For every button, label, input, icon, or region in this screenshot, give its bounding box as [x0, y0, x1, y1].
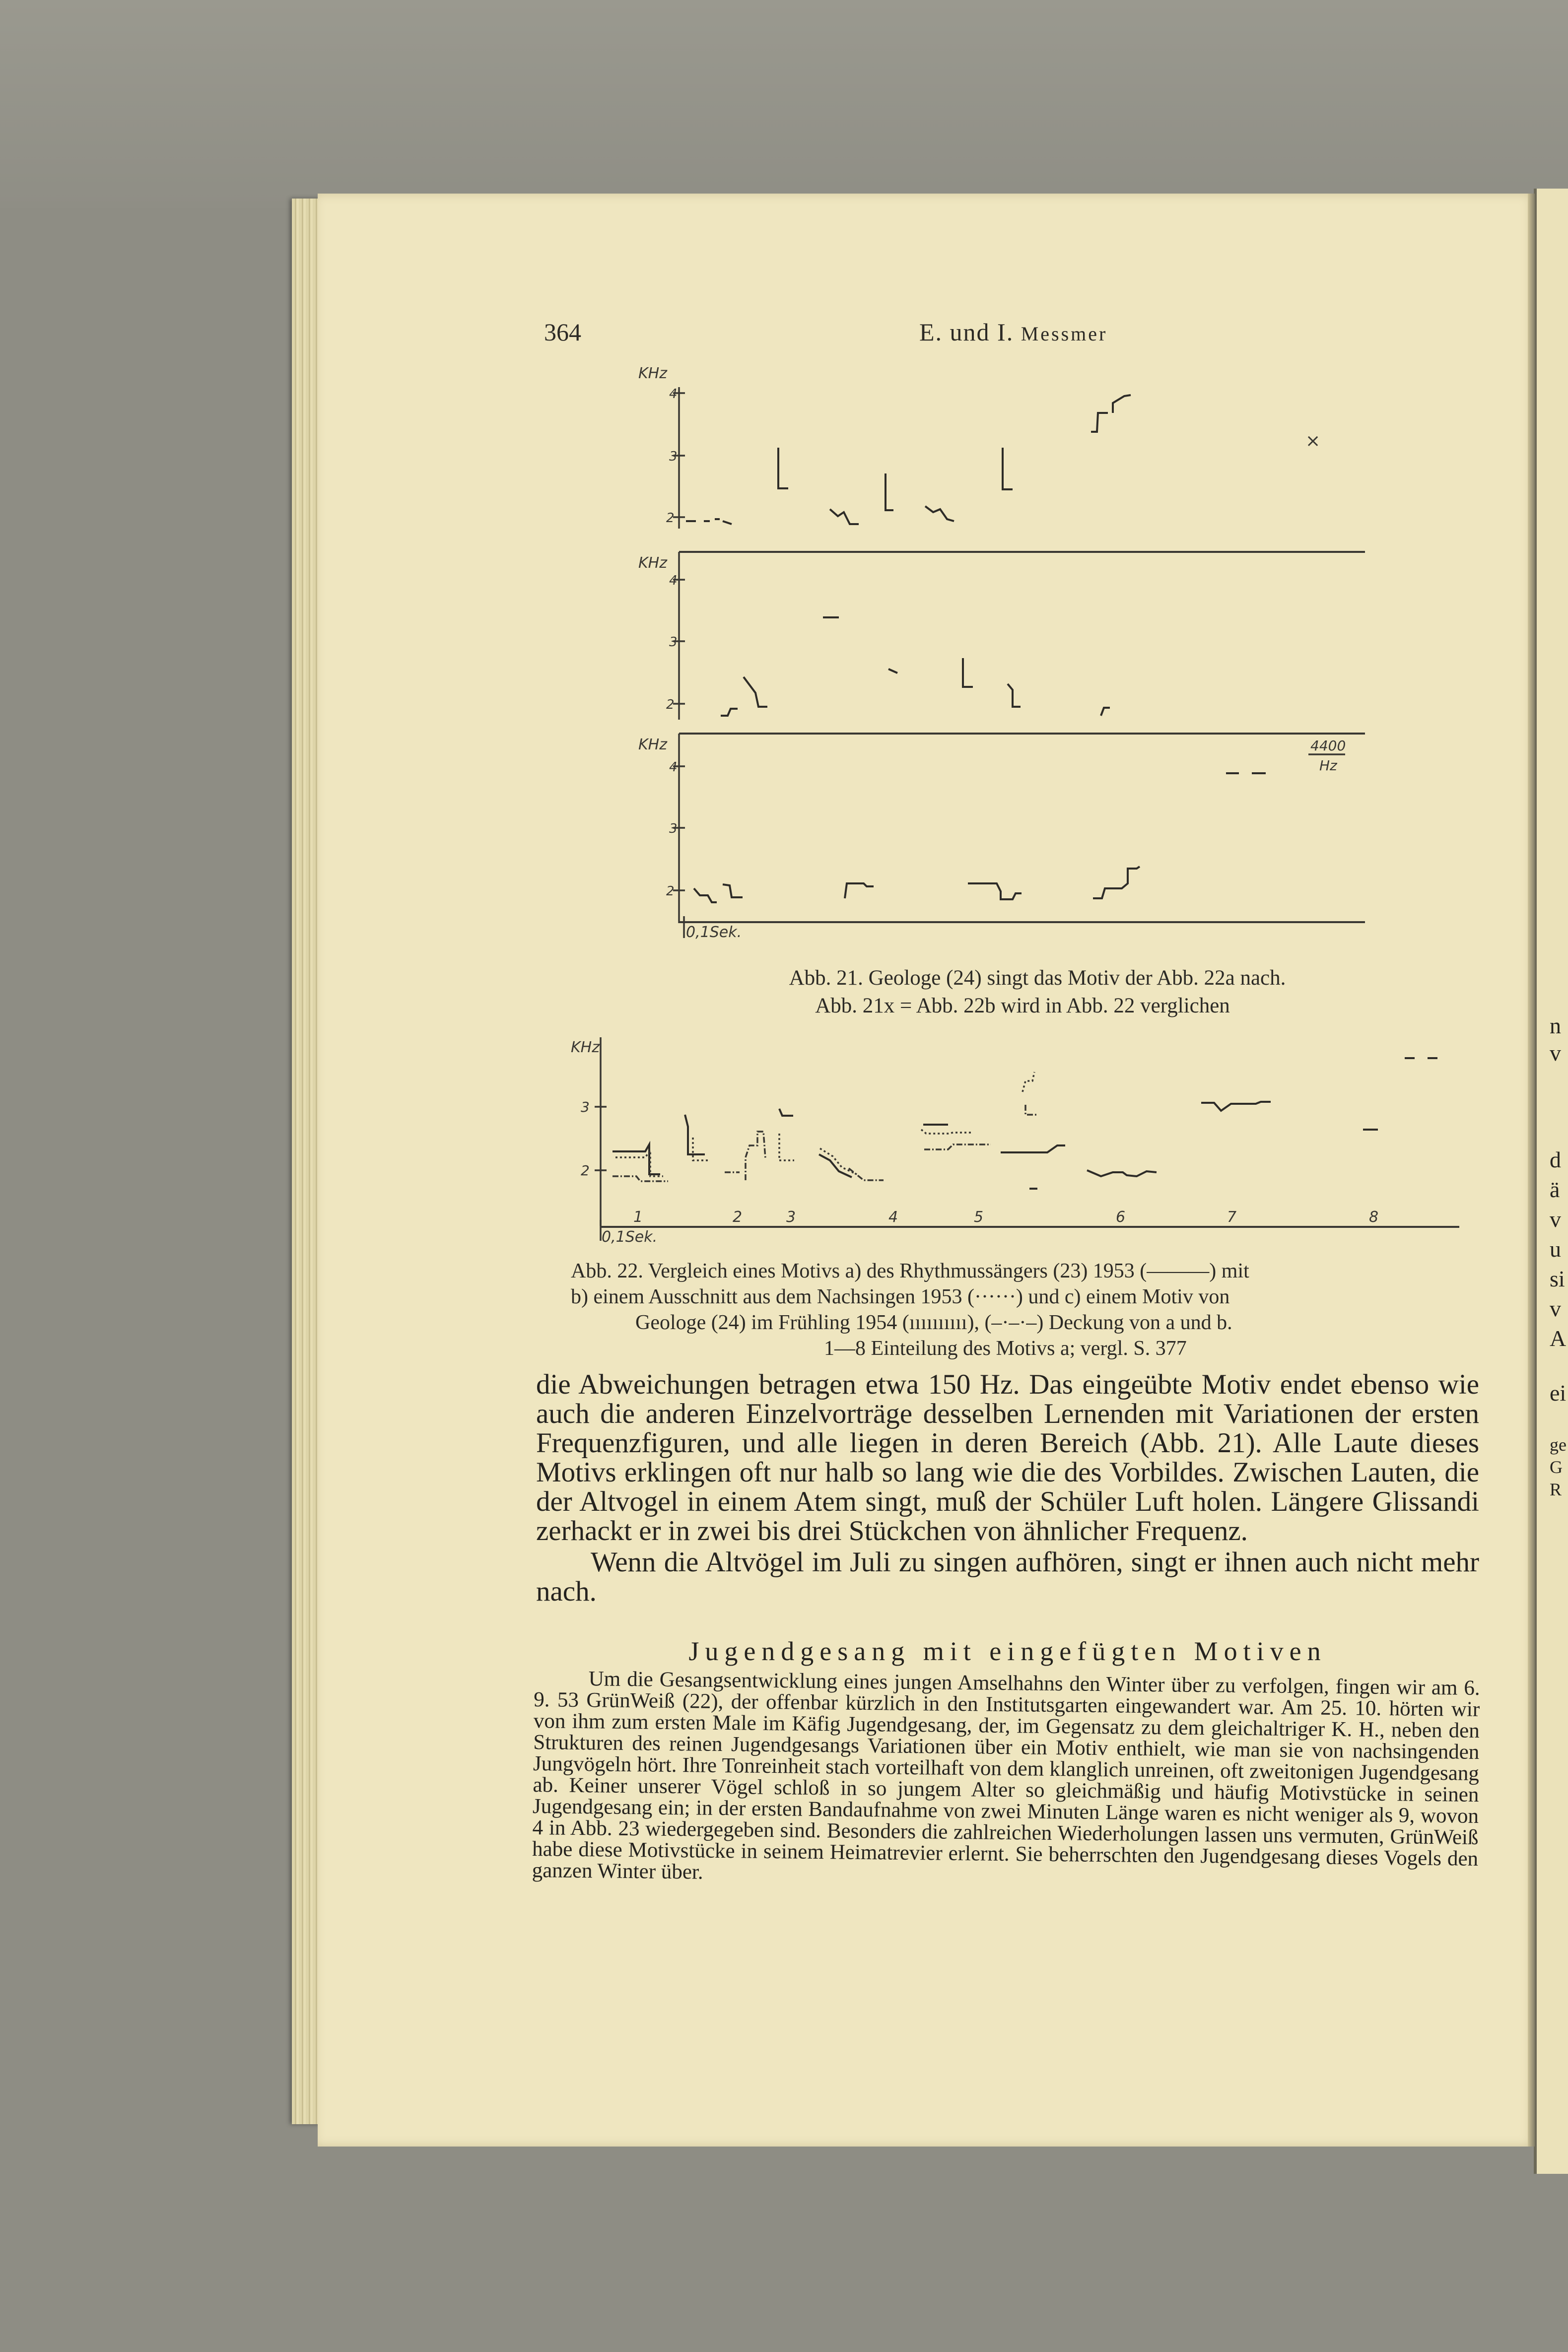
- fragment-13: R: [1550, 1479, 1562, 1499]
- body-paragraph-1: die Abweichungen betragen etwa 150 Hz. Das eingeübte Motiv endet ebenso wie auch die anderen Einzelvorträge desselben Lernenden mit Variationen der ersten Frequenzfiguren, und alle liegen in deren Bereich (Abb. 21). Alle Laute dieses Motivs erklingen oft nur halb so lang wie die des Vorbildes. Zwischen Lauten, die der Altvogel in einem Atem singt, muß der Schüler Luft holen. Längere Glissandi zerhackt er in zwei bis drei Stückchen von ähnlicher Frequenz.: [536, 1369, 1479, 1546]
- fragment-3: d: [1550, 1147, 1561, 1172]
- fig21-marker-x: ×: [1305, 431, 1321, 451]
- fragment-7: si: [1550, 1266, 1565, 1291]
- fig21-panel3-traces: [694, 773, 1266, 902]
- fragment-11: ge: [1550, 1435, 1567, 1455]
- figure-22-caption: [571, 1258, 1249, 1361]
- fig22-segment-7: 7: [1227, 1209, 1237, 1226]
- figure-21-caption: [715, 964, 1360, 1020]
- body-paragraph-2: Wenn die Altvögel im Juli zu singen aufhören, singt er ihnen auch nicht mehr nach.: [536, 1546, 1479, 1607]
- fig21-timescale-label: 0,1Sek.: [686, 924, 742, 941]
- page-number: 364: [544, 318, 581, 346]
- fig22-tick-3: 3: [581, 1099, 590, 1115]
- fig22-tick-2: 2: [581, 1162, 590, 1179]
- fig21-panel3-tick-3: 3: [669, 821, 678, 836]
- fig21-panel2-traces: [721, 617, 1110, 716]
- fragment-9: A: [1550, 1326, 1567, 1351]
- fig22-timescale-label: 0,1Sek.: [602, 1228, 658, 1246]
- fragment-2: v: [1550, 1040, 1561, 1066]
- figure-21-sonagram: [625, 357, 1370, 943]
- section-heading: Jugendgesang mit eingefügten Motiven: [688, 1636, 1327, 1666]
- figure-21-caption-line2: Abb. 21x = Abb. 22b wird in Abb. 22 verglichen: [815, 994, 1230, 1017]
- fragment-12: G: [1550, 1457, 1563, 1477]
- fig21-panel2-unit: KHz: [638, 554, 667, 572]
- fig21-annotation-unit: Hz: [1319, 757, 1337, 774]
- backdrop: [0, 0, 1568, 208]
- fig21-panel3-tick-4: 4: [669, 760, 678, 775]
- fragment-10: ei: [1550, 1380, 1567, 1406]
- fragment-6: u: [1550, 1236, 1561, 1262]
- fig22-series-b: [615, 1072, 1034, 1176]
- fig21-annotation-value: 4400: [1310, 738, 1346, 754]
- fig22-segment-2: 2: [733, 1209, 743, 1226]
- authors-prefix: E. und I.: [919, 318, 1014, 346]
- fig22-segment-8: 8: [1369, 1209, 1379, 1226]
- fragment-1: n: [1550, 1013, 1561, 1038]
- fig21-panel1-unit: KHz: [638, 365, 667, 382]
- small-print-text: [532, 1668, 1480, 1891]
- book-gutter: [1528, 194, 1535, 2147]
- running-head-authors: [919, 318, 1107, 346]
- authors-name: Messmer: [1021, 323, 1108, 345]
- fig22-series-c: [613, 1105, 1037, 1181]
- fig22-unit: KHz: [571, 1039, 600, 1056]
- fig21-panel3-tick-2: 2: [666, 884, 675, 899]
- fig22-segment-1: 1: [633, 1209, 643, 1226]
- fig22-segment-5: 5: [974, 1209, 984, 1226]
- fig21-panel2-tick-2: 2: [666, 697, 675, 712]
- fig22-segment-6: 6: [1116, 1209, 1126, 1226]
- fig21-panel1-tick-3: 3: [669, 449, 678, 464]
- figure-22-caption-line4: 1—8 Einteilung des Motivs a; vergl. S. 377: [824, 1337, 1187, 1360]
- fig21-panel2-tick-3: 3: [669, 635, 678, 650]
- fig22-series-a: [613, 1058, 1437, 1189]
- fig22-segment-3: 3: [786, 1209, 796, 1226]
- figure-21-caption-line1: Abb. 21. Geologe (24) singt das Motiv der Abb. 22a nach.: [789, 966, 1286, 990]
- figure-22-caption-line2: b) einem Ausschnitt aus dem Nachsingen 1953 (······) und c) einem Motiv von: [571, 1285, 1230, 1308]
- fig22-segment-4: 4: [888, 1209, 898, 1226]
- body-text: [536, 1370, 1479, 1606]
- fragment-5: v: [1550, 1207, 1561, 1232]
- fragment-4: ä: [1550, 1177, 1560, 1202]
- figure-22-caption-line1: Abb. 22. Vergleich eines Motivs a) des Rhythmussängers (23) 1953 (———) mit: [571, 1260, 1249, 1282]
- fig21-panel1-traces: [686, 395, 1131, 524]
- fig21-panel3-unit: KHz: [638, 736, 667, 753]
- fig22-segment-labels: [633, 1209, 1378, 1226]
- fig21-panel1-tick-2: 2: [666, 511, 675, 526]
- body-paragraph-3: Um die Gesangsentwicklung eines jungen Amselhahns den Winter über zu verfolgen, fingen wir am 6. 9. 53 GrünWeiß (22), der offenbar kürzlich in den Institutsgarten eingewandert war. Am 25. 10. hörten wir von ihm zum ersten Male im Käfig Jugendgesang, der, im Gegensatz zu dem gleichaltriger K. H., neben den Strukturen des reinen Jugendgesangs Variationen über ein Motiv enthielt, wie man sie von nachsingenden Jungvögeln hört. Ihre Tonreinheit stach vorteilhaft von dem klanglich unreinen, oft zweitonigen Jugendgesang ab. Keiner unserer Vögel schloß in so jungem Alter so gleichmäßig und häufig Motivstücke in seinen Jugendgesang ein; in der ersten Bandaufnahme von zwei Minuten Länge waren es nicht weniger als 9, wovon 4 in Abb. 23 wiedergegeben sind. Besonders die zahlreichen Wiederholungen lassen uns vermuten, GrünWeiß habe diese Motivstücke in seinem Heimatrevier erlernt. Sie beherrschten den Jugendgesang dieses Vogels den ganzen Winter über.: [532, 1667, 1480, 1884]
- figure-22-comparison: [571, 1027, 1464, 1246]
- fragment-8: v: [1550, 1296, 1561, 1321]
- fig21-panel2-tick-4: 4: [669, 573, 678, 588]
- fig21-panel1-tick-4: 4: [669, 387, 678, 402]
- figure-22-caption-line3: Geologe (24) im Frühling 1954 (ıııııııııı), (–·–·–) Deckung von a und b.: [635, 1311, 1232, 1334]
